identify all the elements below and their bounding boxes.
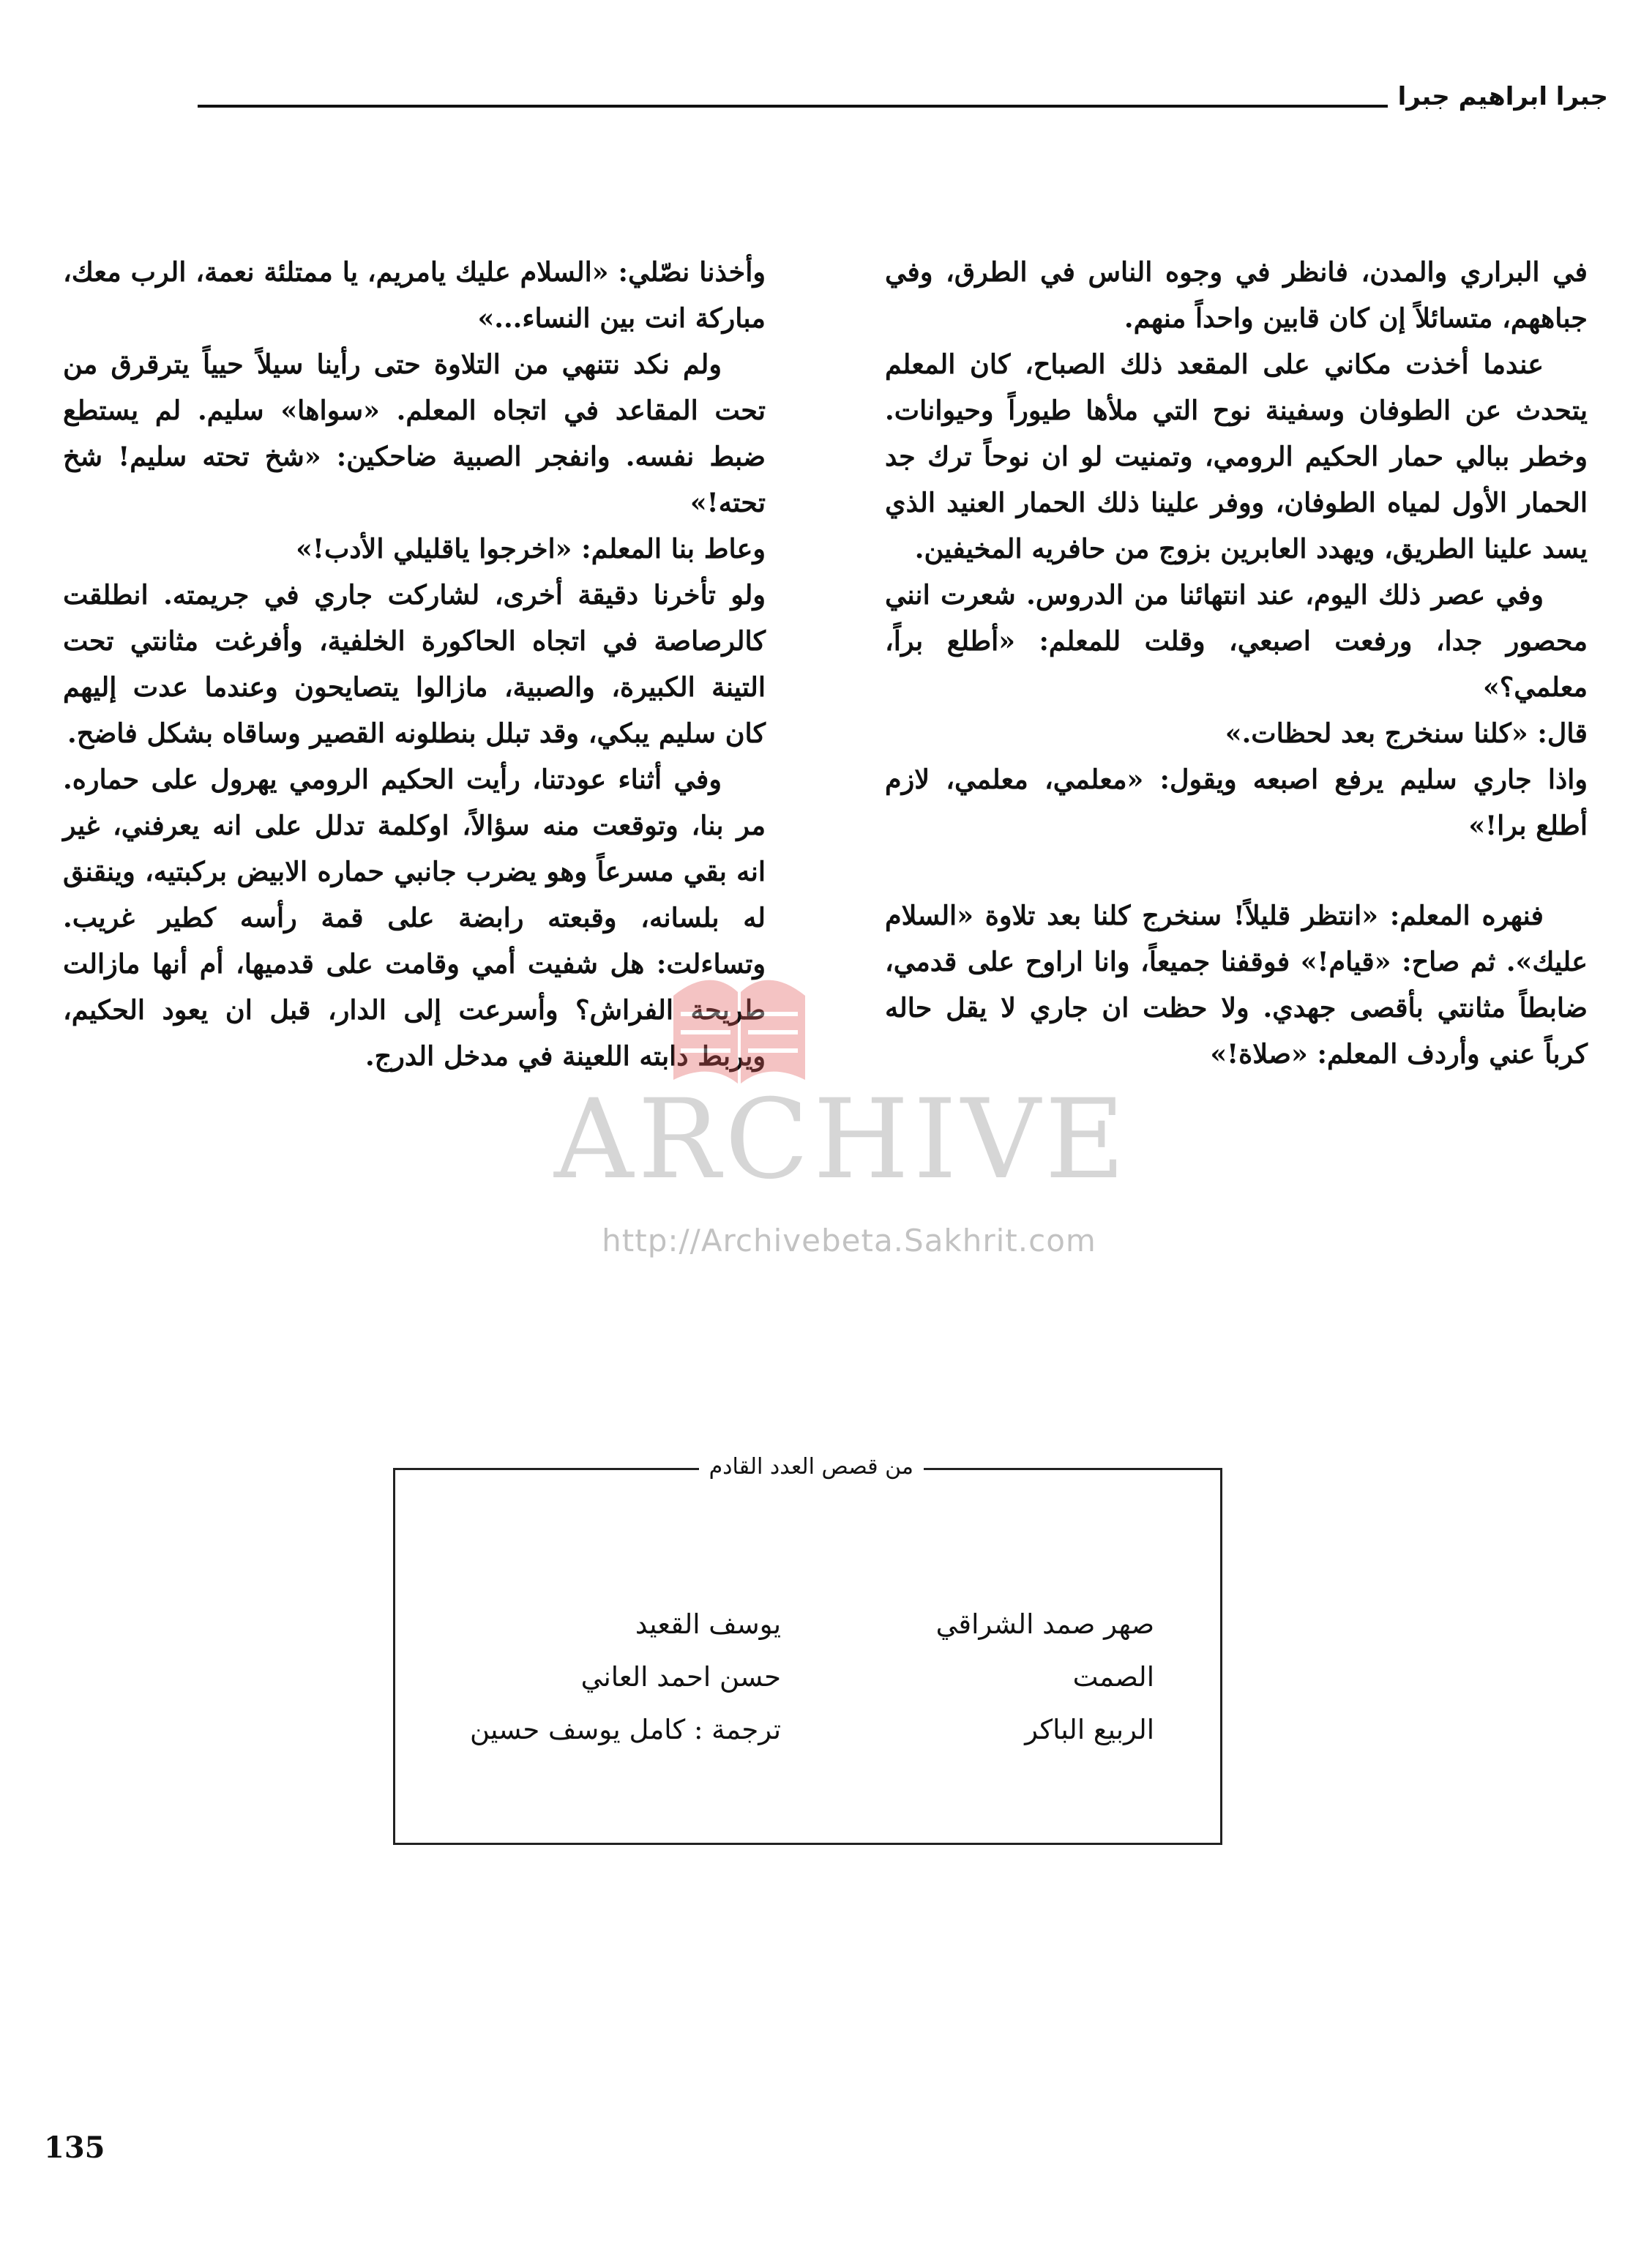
next-issue-box: [393, 1454, 1222, 1845]
page-number: 135: [44, 2130, 105, 2165]
running-header-author: جبرا ابراهيم جبرا: [1388, 82, 1608, 111]
watermark-url: http://Archivebeta.Sakhrit.com: [602, 1223, 1096, 1259]
next-issue-right-column: [936, 1598, 1154, 1756]
paragraph: في البراري والمدن، فانظر في وجوه الناس في الطرق، وفي جباههم، متسائلاً إن كان قابين واحداً منهم.: [885, 256, 1588, 334]
next-issue-translator: ترجمة : كامل يوسف حسين: [470, 1714, 781, 1745]
next-issue-title: من قصص العدد القادم: [699, 1454, 924, 1480]
next-issue-author: حسن احمد العاني: [580, 1661, 781, 1693]
next-issue-author: يوسف القعيد: [635, 1608, 781, 1640]
next-issue-story: الصمت: [1072, 1661, 1154, 1693]
paragraph: وفي عصر ذلك اليوم، عند انتهائنا من الدروس. شعرت انني محصور جدا، ورفعت اصبعي، وقلت للمعلم: «أطلع براً، معلمي؟»: [885, 579, 1588, 703]
watermark-brand: ARCHIVE: [554, 1076, 1129, 1204]
paragraph: وعاط بنا المعلم: «اخرجوا ياقليلي الأدب!»: [296, 533, 766, 564]
paragraph: عندما أخذت مكاني على المقعد ذلك الصباح، كان المعلم يتحدث عن الطوفان وسفينة نوح التي ملأها طيوراً وحيوانات. وخطر ببالي حمار الحكيم الرومي، وتمنيت لو ان نوحاً ترك جد الحمار الأول لمياه الطوفان، ووفر علينا ذلك الحمار العنيد الذي يسد علينا الطريق، ويهدد العابرين بزوج من حافريه المخيفين.: [885, 348, 1588, 564]
paragraph: واذا جاري سليم يرفع اصبعه ويقول: «معلمي، معلمي، لازم أطلع برا!»: [885, 764, 1588, 841]
paragraph: وأخذنا نصّلي: «السلام عليك يامريم، يا ممتلئة نعمة، الرب معك، مباركة انت بين النساء...»: [63, 256, 766, 334]
next-issue-left-column: [470, 1598, 781, 1756]
paragraph: ولو تأخرنا دقيقة أخرى، لشاركت جاري في جريمته. انطلقت كالرصاصة في اتجاه الحاكورة الخلفية، وأفرغت مثانتي تحت التينة الكبيرة، والصبية، مازالوا يتصايحون وعندما عدت إليهم كان سليم يبكي، وقد تبلل بنطلونه القصير وساقاه بشكل فاضح.: [63, 579, 766, 749]
next-issue-author: صهر صمد الشراقي: [935, 1608, 1154, 1640]
next-issue-story: الربيع الباكر: [1025, 1714, 1154, 1745]
text-column-right: [885, 249, 1588, 1077]
paragraph: فنهره المعلم: «انتظر قليلاً! سنخرج كلنا بعد تلاوة «السلام عليك». ثم صاح: «قيام!» فوقفنا جميعاً، وانا اراوح على قدمي، ضابطاً مثانتي بأقصى جهدي. ولا حظت ان جاري لا يقل حاله كرباً عني وأردف المعلم: «صلاة!»: [885, 900, 1588, 1070]
paragraph: ولم نكد نتنهي من التلاوة حتى رأينا سيلاً حيياً يترقرق من تحت المقاعد في اتجاه المعلم. «سواها» سليم. لم يستطع ضبط نفسه. وانفجر الصبية ضاحكين: «شخ تحته سليم! شخ تحته!»: [63, 348, 766, 518]
paragraph: وفي أثناء عودتنا، رأيت الحكيم الرومي يهرول على حماره. مر بنا، وتوقعت منه سؤالاً، اوكلمة تدلل على انه يعرفني، غير انه بقي مسرعاً وهو يضرب جانبي حماره الابيض بركبتيه، وينقنق له بلسانه، وقبعته رابضة على قمة رأسه كطير غريب. وتساءلت: هل شفيت أمي وقامت على قدميها، أم أنها مازالت طريحة الفراش؟ وأسرعت إلى الدار، قبل ان يعود الحكيم، ويربط دابته اللعينة في مدخل الدرج.: [63, 764, 766, 1072]
paragraph: قال: «كلنا سنخرج بعد لحظات.»: [1225, 717, 1588, 749]
